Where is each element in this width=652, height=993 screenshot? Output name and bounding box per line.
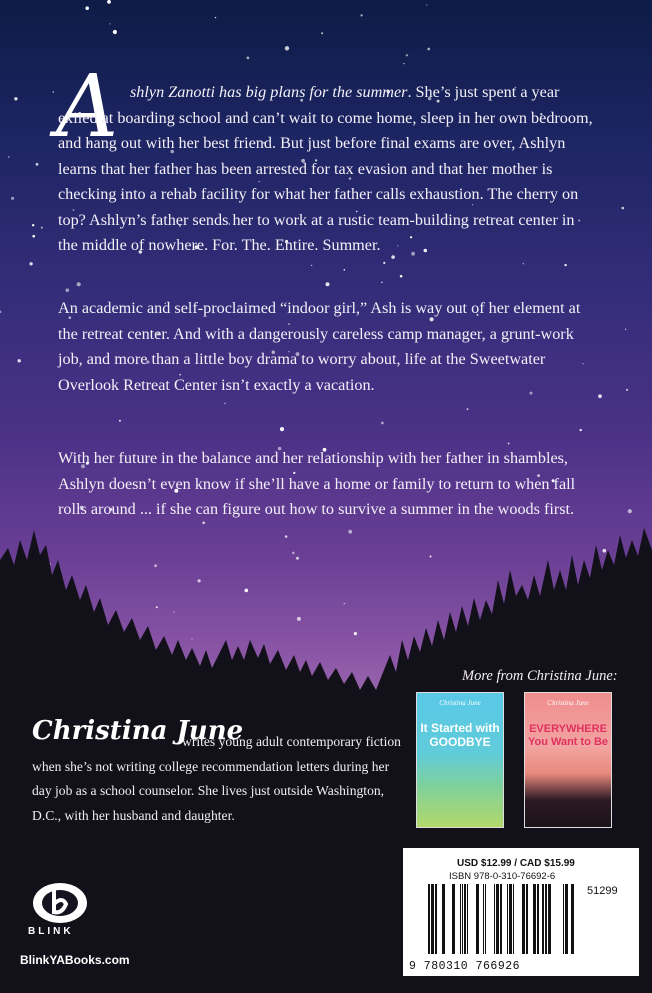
barcode-bar [494, 884, 495, 954]
barcode-bar [485, 884, 486, 954]
ean-digits: 9 780310 766926 [409, 960, 521, 973]
barcode-bar [476, 884, 479, 954]
barcode-bar [526, 884, 528, 954]
drop-cap: A [56, 57, 119, 157]
barcode-bar [442, 884, 445, 954]
barcode-bar [513, 884, 514, 954]
isbn-label: ISBN 978-0-310-76692-6 [449, 871, 556, 882]
publisher-logo [32, 882, 88, 929]
barcode-bar [496, 884, 499, 954]
barcode-bar [522, 884, 525, 954]
publisher-logo-word: BLINK [28, 926, 74, 937]
barcode-bar [563, 884, 564, 954]
barcode-panel [403, 848, 639, 976]
blurb-paragraph-1 [58, 80, 598, 259]
book-cover-goodbye [416, 692, 504, 828]
price-label: USD $12.99 / CAD $15.99 [457, 858, 575, 869]
barcode-bar [509, 884, 512, 954]
barcode-bar [565, 884, 568, 954]
blurb-paragraph-3: With her future in the balance and her relationship with her father in shambles, Ashlyn doesn’t even know if she’ll have a home or family to return to when fall rolls around ... if she can figure out how to survive a summer in the woods first. [58, 449, 576, 518]
barcode-bar [542, 884, 544, 954]
barcode-bar [464, 884, 466, 954]
blurb-lead: shlyn Zanotti has big plans for the summer [130, 83, 408, 101]
barcode-bar [452, 884, 455, 954]
barcode-bar [462, 884, 463, 954]
book-cover-everywhere [524, 692, 612, 828]
price-code: 51299 [587, 885, 618, 897]
barcode-bar [537, 884, 539, 954]
barcode-bar [533, 884, 536, 954]
blurb-paragraph-1-rest: . She’s just spent a year exiled at boarding school and can’t wait to come home, sleep in her own bedroom, and hang out with her best friend. But just before final exams are over, Ashlyn learns that her father has been arrested for tax evasion and that her mother is checking into a rehab facility for what her father calls exhaustion. The cherry on top? Ashlyn’s father sends her to work at a rustic team-building retreat center in the middle of nowhere. For. The. Entire. Summer. [58, 83, 593, 254]
barcode-bar [548, 884, 551, 954]
barcode-bar [571, 884, 574, 954]
blurb-paragraph-2: An academic and self-proclaimed “indoor girl,” Ash is way out of her element at the retreat center. And with a dangerously careless camp manager, a grunt-work job, and more than a little boy drama to worry about, life at the Sweetwater Overlook Retreat Center isn’t exactly a vacation. [58, 299, 581, 394]
more-books-heading: More from Christina June: [462, 668, 618, 684]
barcode-bar [431, 884, 434, 954]
author-bio: writes young adult contemporary fiction when she’s not writing college recommendation letters during her day job as a school counselor. She lives just outside Washington, D.C., with her husband and daughter. [32, 734, 401, 823]
barcode-bar [435, 884, 437, 954]
book-author: Christina June [547, 699, 589, 707]
barcode-bar [428, 884, 430, 954]
author-signature: Christina June [32, 716, 244, 746]
publisher-website[interactable]: BlinkYABooks.com [20, 953, 130, 967]
isbn-barcode [411, 884, 581, 958]
barcode-bar [460, 884, 461, 954]
book-title: It Started with GOODBYE [420, 721, 500, 749]
barcode-bar [500, 884, 502, 954]
book-title: EVERYWHERE You Want to Be [527, 723, 609, 748]
barcode-bar [483, 884, 484, 954]
barcode-bar [545, 884, 547, 954]
barcode-bar [467, 884, 468, 954]
book-author: Christina June [439, 699, 481, 707]
barcode-bar [507, 884, 508, 954]
